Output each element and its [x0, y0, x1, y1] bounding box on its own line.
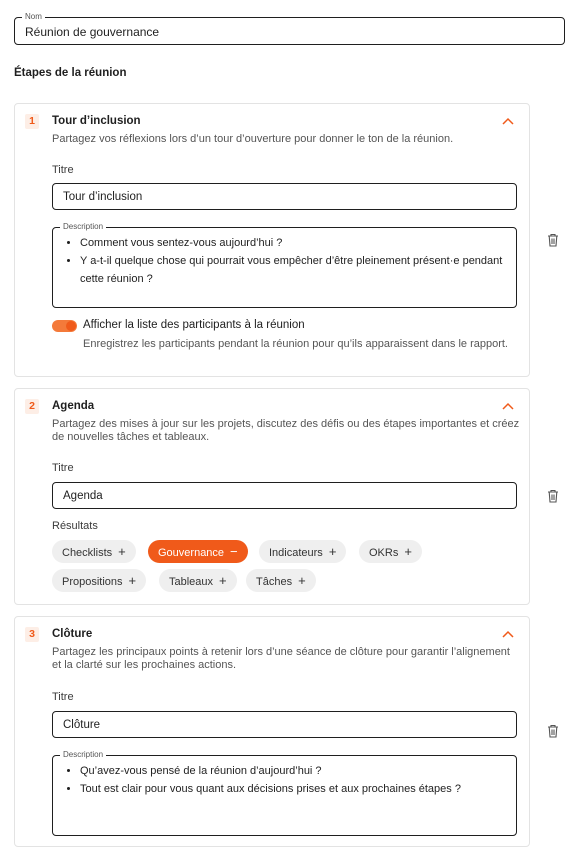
meeting-name-label: Nom [22, 12, 45, 22]
results-label: Résultats [52, 520, 98, 532]
plus-icon: + [328, 544, 337, 559]
toggle-knob [66, 321, 76, 331]
meeting-name-field[interactable] [14, 12, 565, 45]
chip-gouvernance[interactable] [148, 540, 248, 563]
trash-icon[interactable] [547, 233, 559, 247]
step-number: 1 [25, 114, 39, 129]
chip-label: Indicateurs [269, 547, 323, 559]
chevron-up-icon[interactable] [501, 401, 515, 411]
chevron-up-icon[interactable] [501, 116, 515, 126]
step-title-input-value[interactable]: Clôture [63, 719, 101, 731]
step-title-input-value[interactable]: Agenda [63, 490, 103, 502]
chip-label: Propositions [62, 576, 123, 588]
step-title-input[interactable] [52, 482, 517, 509]
description-bullet: • Y a-t-il quelque chose qui pourrait vous empêcher d’être pleinement présent·e pendant cette réunion ? [80, 252, 505, 288]
chip-indicateurs[interactable] [259, 540, 346, 563]
step-title-input[interactable] [52, 711, 517, 738]
description-field-label: Description [60, 222, 106, 232]
step-description-textarea[interactable] [52, 222, 517, 308]
chip-label: Tableaux [169, 576, 214, 588]
description-bullet: • Qu’avez-vous pensé de la réunion d’aujourd’hui ? [80, 762, 505, 780]
trash-icon[interactable] [547, 489, 559, 503]
chip-label: Gouvernance [158, 547, 225, 559]
plus-icon: + [298, 573, 306, 588]
chip-propositions[interactable] [52, 569, 146, 592]
participants-toggle-help: Enregistrez les participants pendant la réunion pour qu’ils apparaissent dans le rapport. [83, 338, 508, 350]
chip-tableaux[interactable] [159, 569, 237, 592]
steps-section-title: Étapes de la réunion [14, 67, 127, 79]
step-card-3 [14, 616, 530, 847]
plus-icon: + [404, 544, 412, 559]
chip-checklists[interactable] [52, 540, 136, 563]
step-description: Partagez les principaux points à retenir lors d’une séance de clôture pour garantir l’alignement et la clarté sur les prochaines actions. [52, 646, 510, 671]
minus-icon: − [230, 544, 238, 559]
step-card-2 [14, 388, 530, 605]
participants-toggle-label: Afficher la liste des participants à la réunion [83, 319, 305, 331]
chip-label: OKRs [369, 547, 399, 559]
step-title: Agenda [52, 400, 95, 412]
step-number: 3 [25, 627, 39, 642]
step-number: 2 [25, 399, 39, 414]
chip-label: Tâches [256, 576, 293, 588]
step-card-1 [14, 103, 530, 377]
meeting-name-value[interactable]: Réunion de gouvernance [25, 25, 160, 39]
chip-taches[interactable] [246, 569, 316, 592]
step-description-textarea[interactable] [52, 750, 517, 836]
title-field-label: Titre [52, 164, 74, 176]
participants-toggle[interactable] [52, 320, 77, 332]
step-description: Partagez vos réflexions lors d’un tour d’ouverture pour donner le ton de la réunion. [52, 133, 454, 145]
description-bullet: • Tout est clair pour vous quant aux décisions prises et aux prochaines étapes ? [80, 780, 505, 798]
plus-icon: + [219, 573, 227, 588]
step-title: Tour d’inclusion [52, 115, 141, 127]
plus-icon: + [118, 544, 126, 559]
description-field-label: Description [60, 750, 106, 760]
step-description: Partagez des mises à jour sur les projets, discutez des défis ou des étapes importantes et créez de nouvelles tâches et tableaux. [52, 418, 520, 443]
chevron-up-icon[interactable] [501, 629, 515, 639]
trash-icon[interactable] [547, 724, 559, 738]
description-bullet: • Comment vous sentez-vous aujourd’hui ? [80, 234, 505, 252]
chip-okrs[interactable] [359, 540, 422, 563]
step-title: Clôture [52, 628, 93, 640]
title-field-label: Titre [52, 691, 74, 703]
chip-label: Checklists [62, 547, 113, 559]
step-title-input-value[interactable]: Tour d’inclusion [63, 191, 143, 203]
plus-icon: + [128, 573, 137, 588]
title-field-label: Titre [52, 462, 74, 474]
step-title-input[interactable] [52, 183, 517, 210]
